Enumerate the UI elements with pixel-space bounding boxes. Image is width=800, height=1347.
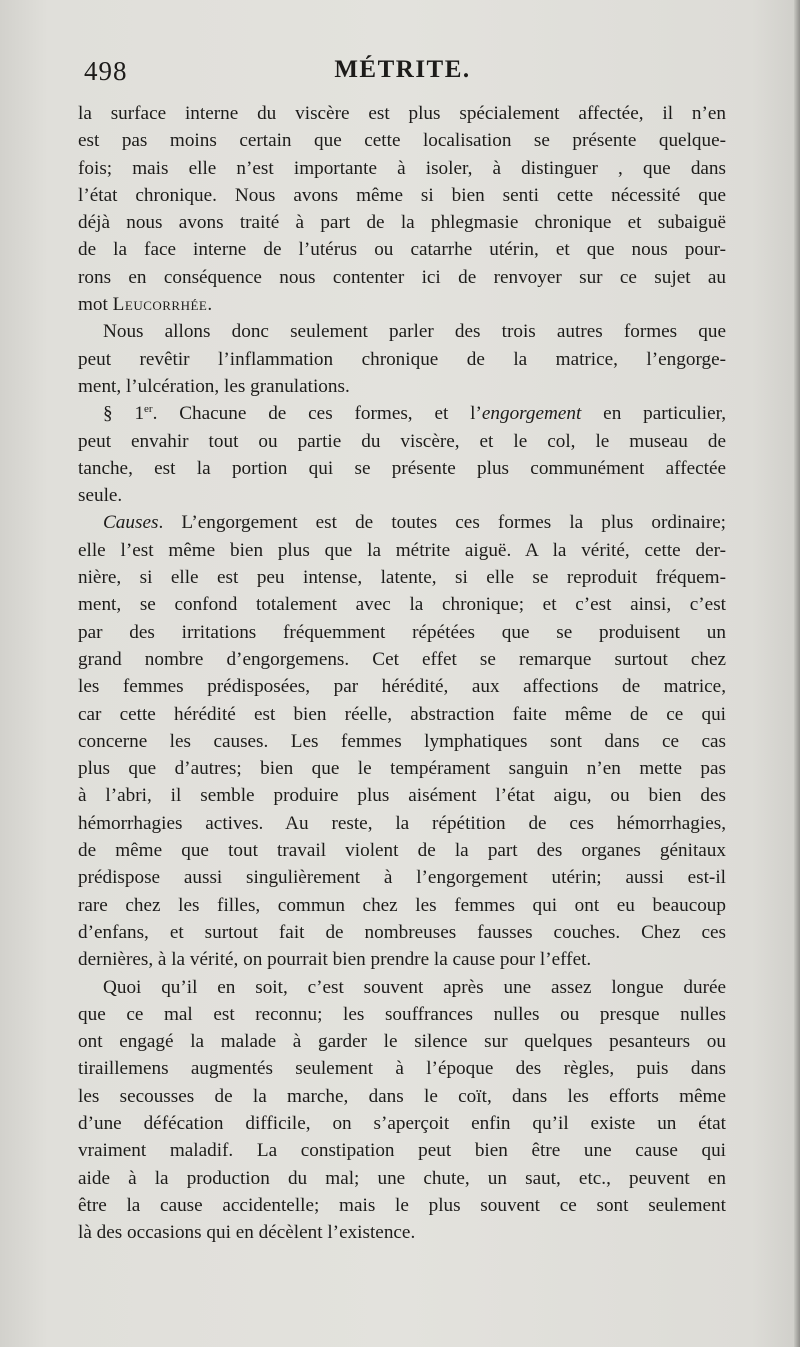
page-header <box>80 52 725 92</box>
text-line: déjà nous avons traité à part de la phlegmasie chronique et subaiguë <box>78 212 726 234</box>
text-line: Nous allons donc seulement parler des trois autres formes que <box>103 321 726 343</box>
text-line: plus que d’autres; bien que le tempérament sanguin n’en mette pas <box>78 758 726 780</box>
text-line: hémorrhagies actives. Au reste, la répétition de ces hémorrhagies, <box>78 812 726 834</box>
text-line: de la face interne de l’utérus ou catarrhe utérin, et que nous pour- <box>78 239 726 261</box>
text-line: peut envahir tout ou partie du viscère, et le col, le museau de <box>78 430 726 452</box>
text-line: tiraillemens augmentés seulement à l’époque des règles, puis dans <box>78 1058 726 1080</box>
text-line: ont engagé la malade à garder le silence sur quelques pesanteurs ou <box>78 1031 726 1053</box>
text-line: fois; mais elle n’est importante à isoler, à distinguer , que dans <box>78 157 726 179</box>
italic-heading: Causes <box>103 512 159 534</box>
text-line: d’une défécation difficile, on s’aperçoit enfin qu’il existe un état <box>78 1112 726 1134</box>
text-line: d’enfans, et surtout fait de nombreuses fausses couches. Chez ces <box>78 921 726 943</box>
text-line: la surface interne du viscère est plus spécialement affectée, il n’en <box>78 103 726 124</box>
text-line: de même que tout travail violent de la part des organes génitaux <box>78 840 726 862</box>
paragraph-5 <box>78 974 726 1247</box>
text-line: rare chez les filles, commun chez les femmes qui ont eu beaucoup <box>78 894 726 916</box>
text-line: est pas moins certain que cette localisation se présente quelque- <box>78 130 726 152</box>
text-line <box>78 400 726 427</box>
text-line: les secousses de la marche, dans le coït, dans les efforts même <box>78 1085 726 1107</box>
text-line <box>78 291 726 318</box>
section-superscript: er <box>144 403 153 416</box>
text-line: ment, l’ulcération, les granulations. <box>78 375 350 397</box>
paragraph-3 <box>78 400 726 509</box>
text-line: car cette hérédité est bien réelle, abstraction faite même de ce qui <box>78 703 726 725</box>
text-line: tanche, est la portion qui se présente plus communément affectée <box>78 457 726 479</box>
text-line: l’état chronique. Nous avons même si bien senti cette nécessité que <box>78 184 726 206</box>
text-line: les femmes prédisposées, par hérédité, aux affections de matrice, <box>78 676 726 698</box>
text-fragment: . L’engorgement est de toutes ces formes la plus ordinaire; <box>158 512 726 534</box>
text-line: à l’abri, il semble produire plus aisément l’état aigu, ou bien des <box>78 785 726 807</box>
cross-reference: Leucorrhée <box>112 294 208 316</box>
italic-term: engorgement <box>481 403 582 425</box>
section-mark: § 1 <box>103 403 145 425</box>
text-line: elle l’est même bien plus que la métrite aiguë. A la vérité, cette der- <box>78 539 726 561</box>
text-line: être la cause accidentelle; mais le plus souvent ce sont seulement <box>78 1194 726 1216</box>
body-text <box>78 100 726 1246</box>
page-edge-shadow <box>794 0 800 1347</box>
text-line: Quoi qu’il en soit, c’est souvent après une assez longue durée <box>103 976 726 998</box>
text-fragment: mot <box>78 294 113 316</box>
text-line: seule. <box>78 485 123 507</box>
text-line: que ce mal est reconnu; les souffrances nulles ou presque nulles <box>78 1003 726 1025</box>
text-line: grand nombre d’engorgemens. Cet effet se remarque surtout chez <box>78 648 726 670</box>
paragraph-2 <box>78 318 726 400</box>
text-fragment: . Chacune de ces formes, et l’ <box>152 403 482 425</box>
running-title: MÉTRITE. <box>334 56 471 83</box>
text-line: par des irritations fréquemment répétées que se produisent un <box>78 621 726 643</box>
text-line: là des occasions qui en décèlent l’existence. <box>78 1222 416 1244</box>
text-line: aide à la production du mal; une chute, un saut, etc., peuvent en <box>78 1167 726 1189</box>
text-line <box>78 509 726 536</box>
text-line: ment, se confond totalement avec la chronique; et c’est ainsi, c’est <box>78 594 726 616</box>
text-line: prédispose aussi singulièrement à l’engorgement utérin; aussi est-il <box>78 867 726 889</box>
text-fragment: en particulier, <box>581 403 727 425</box>
page-number: 498 <box>84 56 128 86</box>
paragraph-4 <box>78 509 726 973</box>
text-line: dernières, à la vérité, on pourrait bien prendre la cause pour l’effet. <box>78 949 592 971</box>
text-line: vraiment maladif. La constipation peut bien être une cause qui <box>78 1140 726 1162</box>
text-line: nière, si elle est peu intense, latente, si elle se reproduit fréquem- <box>78 567 726 589</box>
paragraph-1 <box>78 100 726 318</box>
text-line: concerne les causes. Les femmes lymphatiques sont dans ce cas <box>78 730 726 752</box>
text-line: peut revêtir l’inflammation chronique de la matrice, l’engorge- <box>78 348 726 370</box>
text-line: rons en conséquence nous contenter ici de renvoyer sur ce sujet au <box>78 266 726 288</box>
text-fragment: . <box>207 294 213 316</box>
